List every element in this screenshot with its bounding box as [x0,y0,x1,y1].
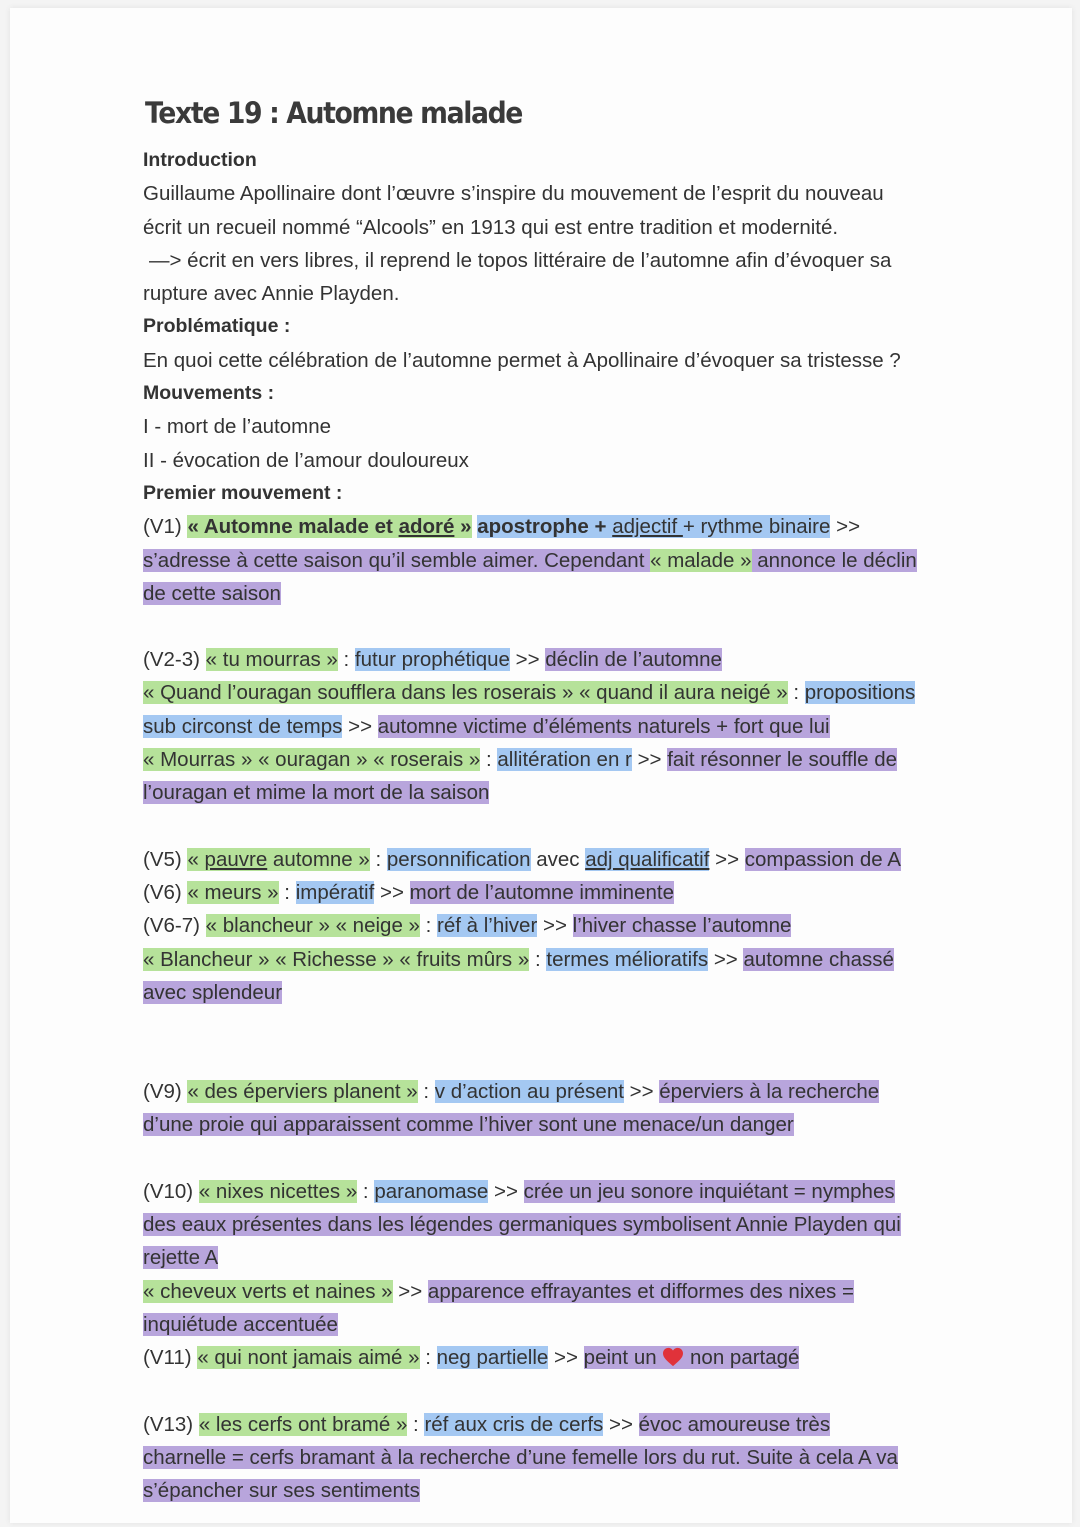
figure-highlight: v d’action au présent [434,1080,624,1104]
figure-highlight: personnification [386,847,531,871]
quote-highlight: « nixes nicettes » [198,1179,358,1203]
analysis-line [143,1208,953,1241]
interpretation-highlight: crée un jeu sonore inquiétant = nymphes [523,1179,895,1203]
quote-highlight: « qui nont jamais aimé » [197,1346,420,1370]
quote-highlight: « malade » [650,548,752,572]
quote-highlight: « pauvre automne » [187,847,370,871]
document-page [10,8,1072,1523]
interpretation-highlight: mort de l’automne imminente [409,880,674,904]
analysis-line-v13: (V13) « les cerfs ont bramé » : réf aux cris de cerfs >> évoc amoureuse très [143,1412,831,1436]
interpretation-highlight: automne victime d’éléments naturels + fort que lui [377,714,830,738]
quote-highlight: « Mourras » « ouragan » « roserais » [143,748,481,772]
analysis-line: « cheveux verts et naines » >> apparence effrayantes et difformes des nixes = [143,1279,854,1303]
quote-highlight: « blancheur » « neige » [205,914,420,938]
figure-highlight: impératif [295,880,375,904]
analysis-line [143,1241,953,1274]
heart-icon [662,1347,684,1367]
problematique-heading: Problématique : [143,315,291,338]
mouvement-item: I - mort de l’automne [143,415,331,439]
quote-highlight: « Quand l’ouragan soufflera dans les roserais » « quand il aura neigé » [143,681,788,705]
figure-highlight: adj qualificatif [585,847,710,871]
analysis-line-v5: (V5) « pauvre automne » : personnification avec adj qualificatif >> compassion de A [143,847,901,871]
interpretation-highlight: d’une proie qui apparaissent comme l’hiver sont une menace/un danger [143,1113,794,1137]
interpretation-highlight: rejette A [143,1246,219,1270]
interpretation-highlight: s’adresse à cette saison qu’il semble aimer. Cependant [143,548,651,572]
verse-ref: (V5) [143,847,188,871]
interpretation-highlight: s’épancher sur ses sentiments [143,1479,420,1503]
analysis-line [143,544,953,577]
interpretation-highlight: compassion de A [744,847,901,871]
analysis-line-v2-3: (V2-3) « tu mourras » : futur prophétique >> déclin de l’automne [143,648,722,672]
premier-mouvement-heading: Premier mouvement : [143,481,343,504]
verse-ref: (V11) [143,1346,198,1370]
interpretation-highlight: évoc amoureuse très [638,1412,831,1436]
interpretation-highlight: l’ouragan et mime la mort de la saison [143,781,490,805]
document-content [143,96,953,1507]
figure-highlight: apostrophe + adjectif + rythme binaire [477,515,831,539]
quote-highlight: « meurs » [187,880,279,904]
verse-ref: (V1) [143,515,188,539]
interpretation-highlight: déclin de l’automne [545,648,722,672]
figure-highlight: propositions [804,681,916,705]
figure-highlight: allitération en r [497,748,632,772]
figure-highlight: termes mélioratifs [546,947,709,971]
interpretation-highlight: des eaux présentes dans les légendes germaniques symbolisent Annie Playden qui [143,1213,901,1237]
analysis-line-v6-7: (V6-7) « blancheur » « neige » : réf à l’hiver >> l’hiver chasse l’automne [143,914,792,938]
interpretation-highlight: de cette saison [143,581,281,605]
interpretation-highlight: inquiétude accentuée [143,1312,338,1336]
intro-line: Guillaume Apollinaire dont l’œuvre s’inspire du mouvement de l’esprit du nouveau [143,182,884,206]
figure-highlight: réf à l’hiver [437,914,538,938]
analysis-line-v11: (V11) « qui nont jamais aimé » : neg partielle >> peint un non partagé [143,1346,800,1370]
verse-ref: (V6) [143,880,188,904]
quote-highlight: « les cerfs ont bramé » [198,1412,408,1436]
interpretation-highlight: éperviers à la recherche [659,1080,880,1104]
analysis-line-v9: (V9) « des éperviers planent » : v d’action au présent >> éperviers à la recherche [143,1080,880,1104]
figure-highlight: futur prophétique [354,648,510,672]
analysis-line [143,1308,953,1341]
analysis-line-v10: (V10) « nixes nicettes » : paranomase >> crée un jeu sonore inquiétant = nymphes [143,1179,895,1203]
verse-ref: (V10) [143,1179,199,1203]
figure-highlight: paranomase [374,1179,489,1203]
quote-highlight: « des éperviers planent » [187,1080,418,1104]
mouvements-heading: Mouvements : [143,382,275,405]
analysis-line: « Mourras » « ouragan » « roserais » : allitération en r >> fait résonner le souffle de [143,748,898,772]
interpretation-highlight: peint un non partagé [583,1346,800,1370]
quote-highlight: « Automne malade et adoré » [187,515,472,539]
analysis-line [143,1441,953,1474]
analysis-line [143,577,953,610]
analysis-line [143,1474,953,1507]
page-title: Texte 19 : Automne malade [145,96,523,130]
interpretation-highlight: charnelle = cerfs bramant à la recherche d’une femelle lors du rut. Suite à cela A va [143,1445,898,1469]
quote-highlight: « cheveux verts et naines » [143,1279,393,1303]
intro-line: rupture avec Annie Playden. [143,282,400,306]
verse-ref: (V2-3) [143,648,206,672]
analysis-line [143,976,953,1009]
analysis-line [143,776,953,809]
intro-line: —> écrit en vers libres, il reprend le topos littéraire de l’automne afin d’évoquer sa [149,248,892,272]
interpretation-highlight: automne chassé [743,947,894,971]
analysis-line [143,1108,953,1141]
figure-highlight: neg partielle [436,1346,549,1370]
figure-highlight: sub circonst de temps [143,714,343,738]
verse-ref: (V13) [143,1412,199,1436]
analysis-line: sub circonst de temps >> automne victime d’éléments naturels + fort que lui [143,714,830,738]
interpretation-highlight: annonce le déclin [751,548,917,572]
quote-highlight: « Blancheur » « Richesse » « fruits mûrs » [143,947,530,971]
figure-highlight: réf aux cris de cerfs [424,1412,604,1436]
mouvement-item: II - évocation de l’amour douloureux [143,448,469,472]
verse-ref: (V6-7) [143,914,206,938]
intro-heading: Introduction [143,149,257,171]
interpretation-highlight: fait résonner le souffle de [667,748,898,772]
interpretation-highlight: l’hiver chasse l’automne [572,914,792,938]
analysis-line: « Quand l’ouragan soufflera dans les roserais » « quand il aura neigé » : propositions [143,681,916,705]
analysis-line-v6: (V6) « meurs » : impératif >> mort de l’automne imminente [143,880,674,904]
problematique-text: En quoi cette célébration de l’automne permet à Apollinaire d’évoquer sa tristesse ? [143,348,901,372]
quote-highlight: « tu mourras » [205,648,338,672]
interpretation-highlight: apparence effrayantes et difformes des nixes = [427,1279,854,1303]
analysis-line: « Blancheur » « Richesse » « fruits mûrs » : termes mélioratifs >> automne chassé [143,947,894,971]
intro-line: écrit un recueil nommé “Alcools” en 1913 qui est entre tradition et modernité. [143,215,839,239]
analysis-line-v1: (V1) « Automne malade et adoré » apostrophe + adjectif + rythme binaire >> [143,515,861,539]
verse-ref: (V9) [143,1080,188,1104]
interpretation-highlight: avec splendeur [143,980,283,1004]
